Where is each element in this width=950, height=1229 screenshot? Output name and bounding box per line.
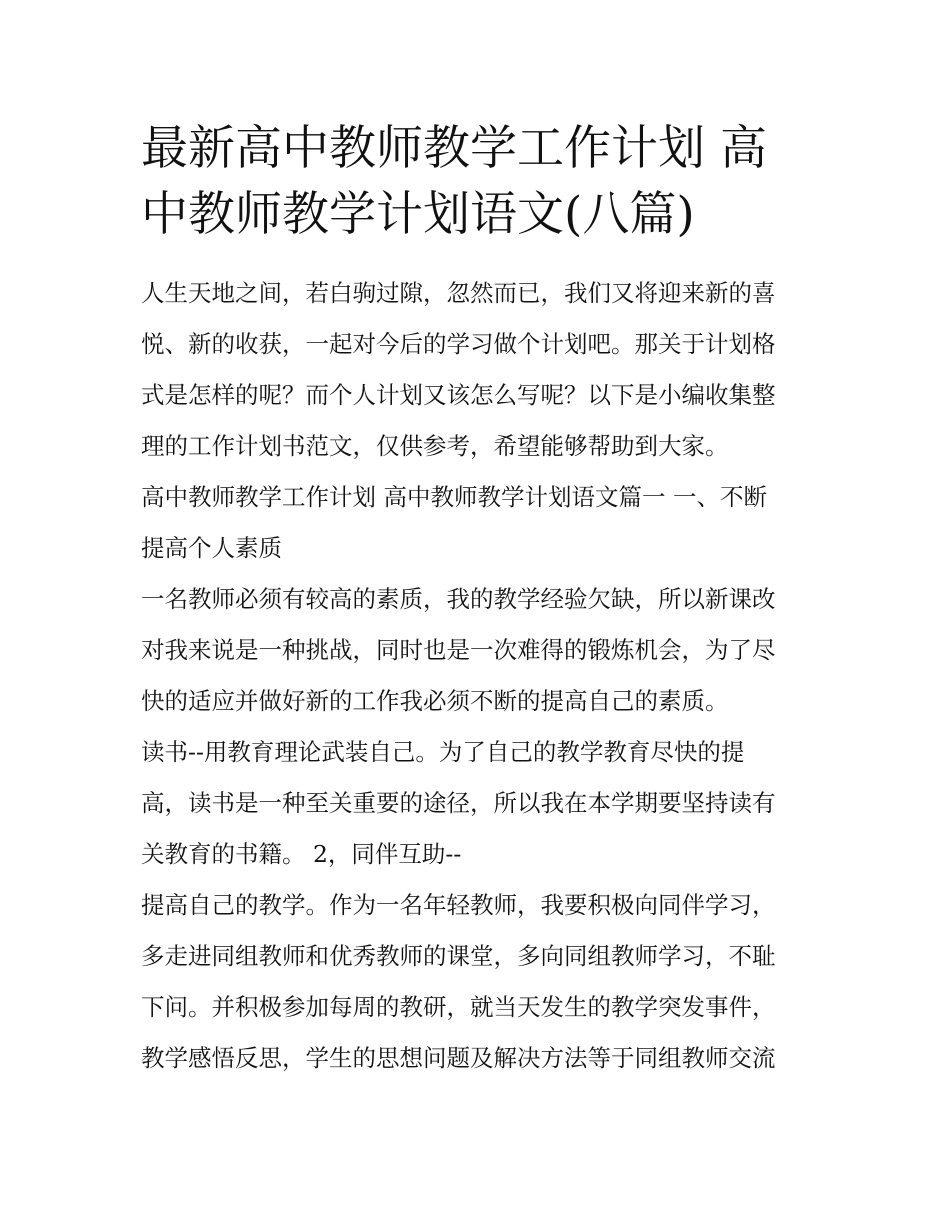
text-line: 关教育的书籍。 2，同伴互助-- — [141, 840, 462, 868]
text-line: 对我来说是一种挑战，同时也是一次难得的锻炼机会，为了尽 — [141, 636, 776, 664]
text-line: 人生天地之间，若白驹过隙，忽然而已，我们又将迎来新的喜 — [141, 279, 776, 307]
text-line: 式是怎样的呢？而个人计划又该怎么写呢？以下是小编收集整 — [141, 381, 776, 409]
text-line: 多走进同组教师和优秀教师的课堂，多向同组教师学习，不耻 — [141, 942, 776, 970]
text-line: 提高个人素质 — [141, 534, 282, 562]
text-line: 教学感悟反思，学生的思想问题及解决方法等于同组教师交流 — [141, 1044, 776, 1072]
title-line: 最新高中教师教学工作计划 高 — [141, 121, 767, 176]
text-line: 读书--用教育理论武装自己。为了自己的教学教育尽快的提 — [141, 738, 745, 766]
document-title — [141, 116, 811, 248]
text-line: 高中教师教学工作计划 高中教师教学计划语文篇一 一、不断 — [141, 483, 767, 511]
paragraph-quality — [141, 574, 811, 727]
paragraph-section-heading — [141, 472, 811, 574]
paragraph-reading — [141, 727, 811, 880]
document-content — [141, 116, 811, 1084]
text-line: 理的工作计划书范文，仅供参考，希望能够帮助到大家。 — [141, 432, 729, 460]
paragraph-peer-help — [141, 880, 811, 1084]
text-line: 下问。并积极参加每周的教研，就当天发生的教学突发事件， — [141, 993, 776, 1021]
text-line: 提高自己的教学。作为一名年轻教师，我要积极向同伴学习， — [141, 891, 776, 919]
text-line: 悦、新的收获，一起对今后的学习做个计划吧。那关于计划格 — [141, 330, 776, 358]
text-line: 一名教师必须有较高的素质，我的教学经验欠缺，所以新课改 — [141, 585, 776, 613]
text-line: 快的适应并做好新的工作我必须不断的提高自己的素质。 — [141, 687, 729, 715]
text-line: 高，读书是一种至关重要的途径，所以我在本学期要坚持读有 — [141, 789, 776, 817]
paragraph-intro — [141, 268, 811, 472]
title-line: 中教师教学计划语文(八篇) — [141, 187, 695, 242]
